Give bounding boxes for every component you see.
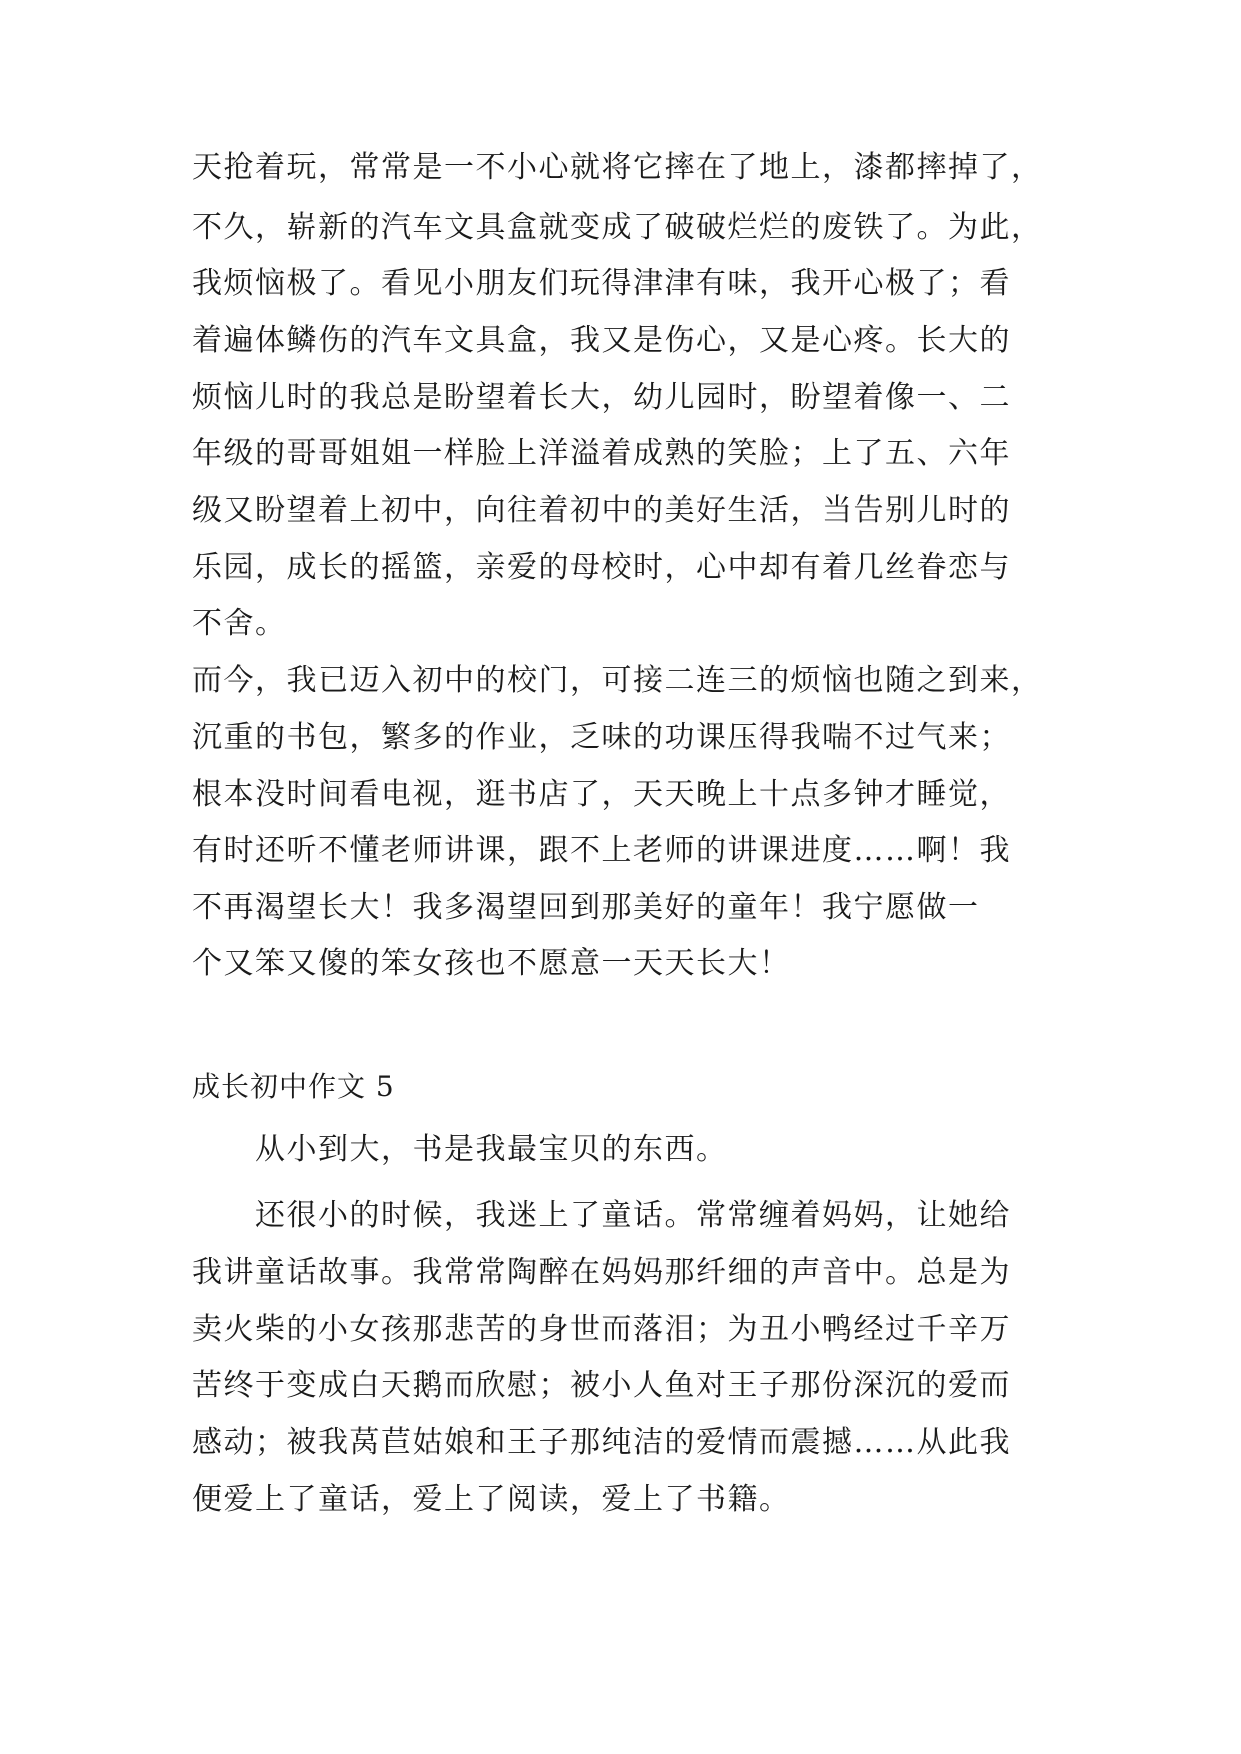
text-line: 不久，崭新的汽车文具盒就变成了破破烂烂的废铁了。为此， (192, 210, 1043, 245)
text-line: 还很小的时候，我迷上了童话。常常缠着妈妈，让她给 (255, 1198, 1011, 1233)
text-line: 烦恼儿时的我总是盼望着长大，幼儿园时，盼望着像一、二 (192, 380, 1011, 415)
essay-title: 成长初中作文 5 (192, 1070, 395, 1103)
text-line: 年级的哥哥姐姐一样脸上洋溢着成熟的笑脸；上了五、六年 (192, 436, 1011, 471)
text-line: 沉重的书包，繁多的作业，乏味的功课压得我喘不过气来； (192, 720, 1011, 755)
text-line: 个又笨又傻的笨女孩也不愿意一天天长大！ (192, 946, 791, 981)
text-line: 天抢着玩，常常是一不小心就将它摔在了地上，漆都摔掉了， (192, 150, 1043, 185)
text-line: 根本没时间看电视，逛书店了，天天晚上十点多钟才睡觉， (192, 777, 1011, 812)
text-line: 感动；被我莴苣姑娘和王子那纯洁的爱情而震撼……从此我 (192, 1425, 1011, 1460)
text-line: 级又盼望着上初中，向往着初中的美好生活，当告别儿时的 (192, 493, 1011, 528)
text-line: 苦终于变成白天鹅而欣慰；被小人鱼对王子那份深沉的爱而 (192, 1368, 1011, 1403)
text-line: 着遍体鳞伤的汽车文具盒，我又是伤心，又是心疼。长大的 (192, 323, 1011, 358)
text-line: 卖火柴的小女孩那悲苦的身世而落泪；为丑小鸭经过千辛万 (192, 1312, 1011, 1347)
text-line: 有时还听不懂老师讲课，跟不上老师的讲课进度……啊！我 (192, 833, 1011, 868)
text-line: 我烦恼极了。看见小朋友们玩得津津有味，我开心极了；看 (192, 266, 1011, 301)
text-line: 我讲童话故事。我常常陶醉在妈妈那纤细的声音中。总是为 (192, 1255, 1011, 1290)
text-line: 不再渴望长大！我多渴望回到那美好的童年！我宁愿做一 (192, 890, 980, 925)
text-line: 乐园，成长的摇篮，亲爱的母校时，心中却有着几丝眷恋与 (192, 550, 1011, 585)
text-line: 而今，我已迈入初中的校门，可接二连三的烦恼也随之到来， (192, 663, 1043, 698)
text-line: 便爱上了童话，爱上了阅读，爱上了书籍。 (192, 1482, 791, 1517)
text-line: 不舍。 (192, 606, 287, 641)
text-line: 从小到大，书是我最宝贝的东西。 (255, 1132, 728, 1167)
